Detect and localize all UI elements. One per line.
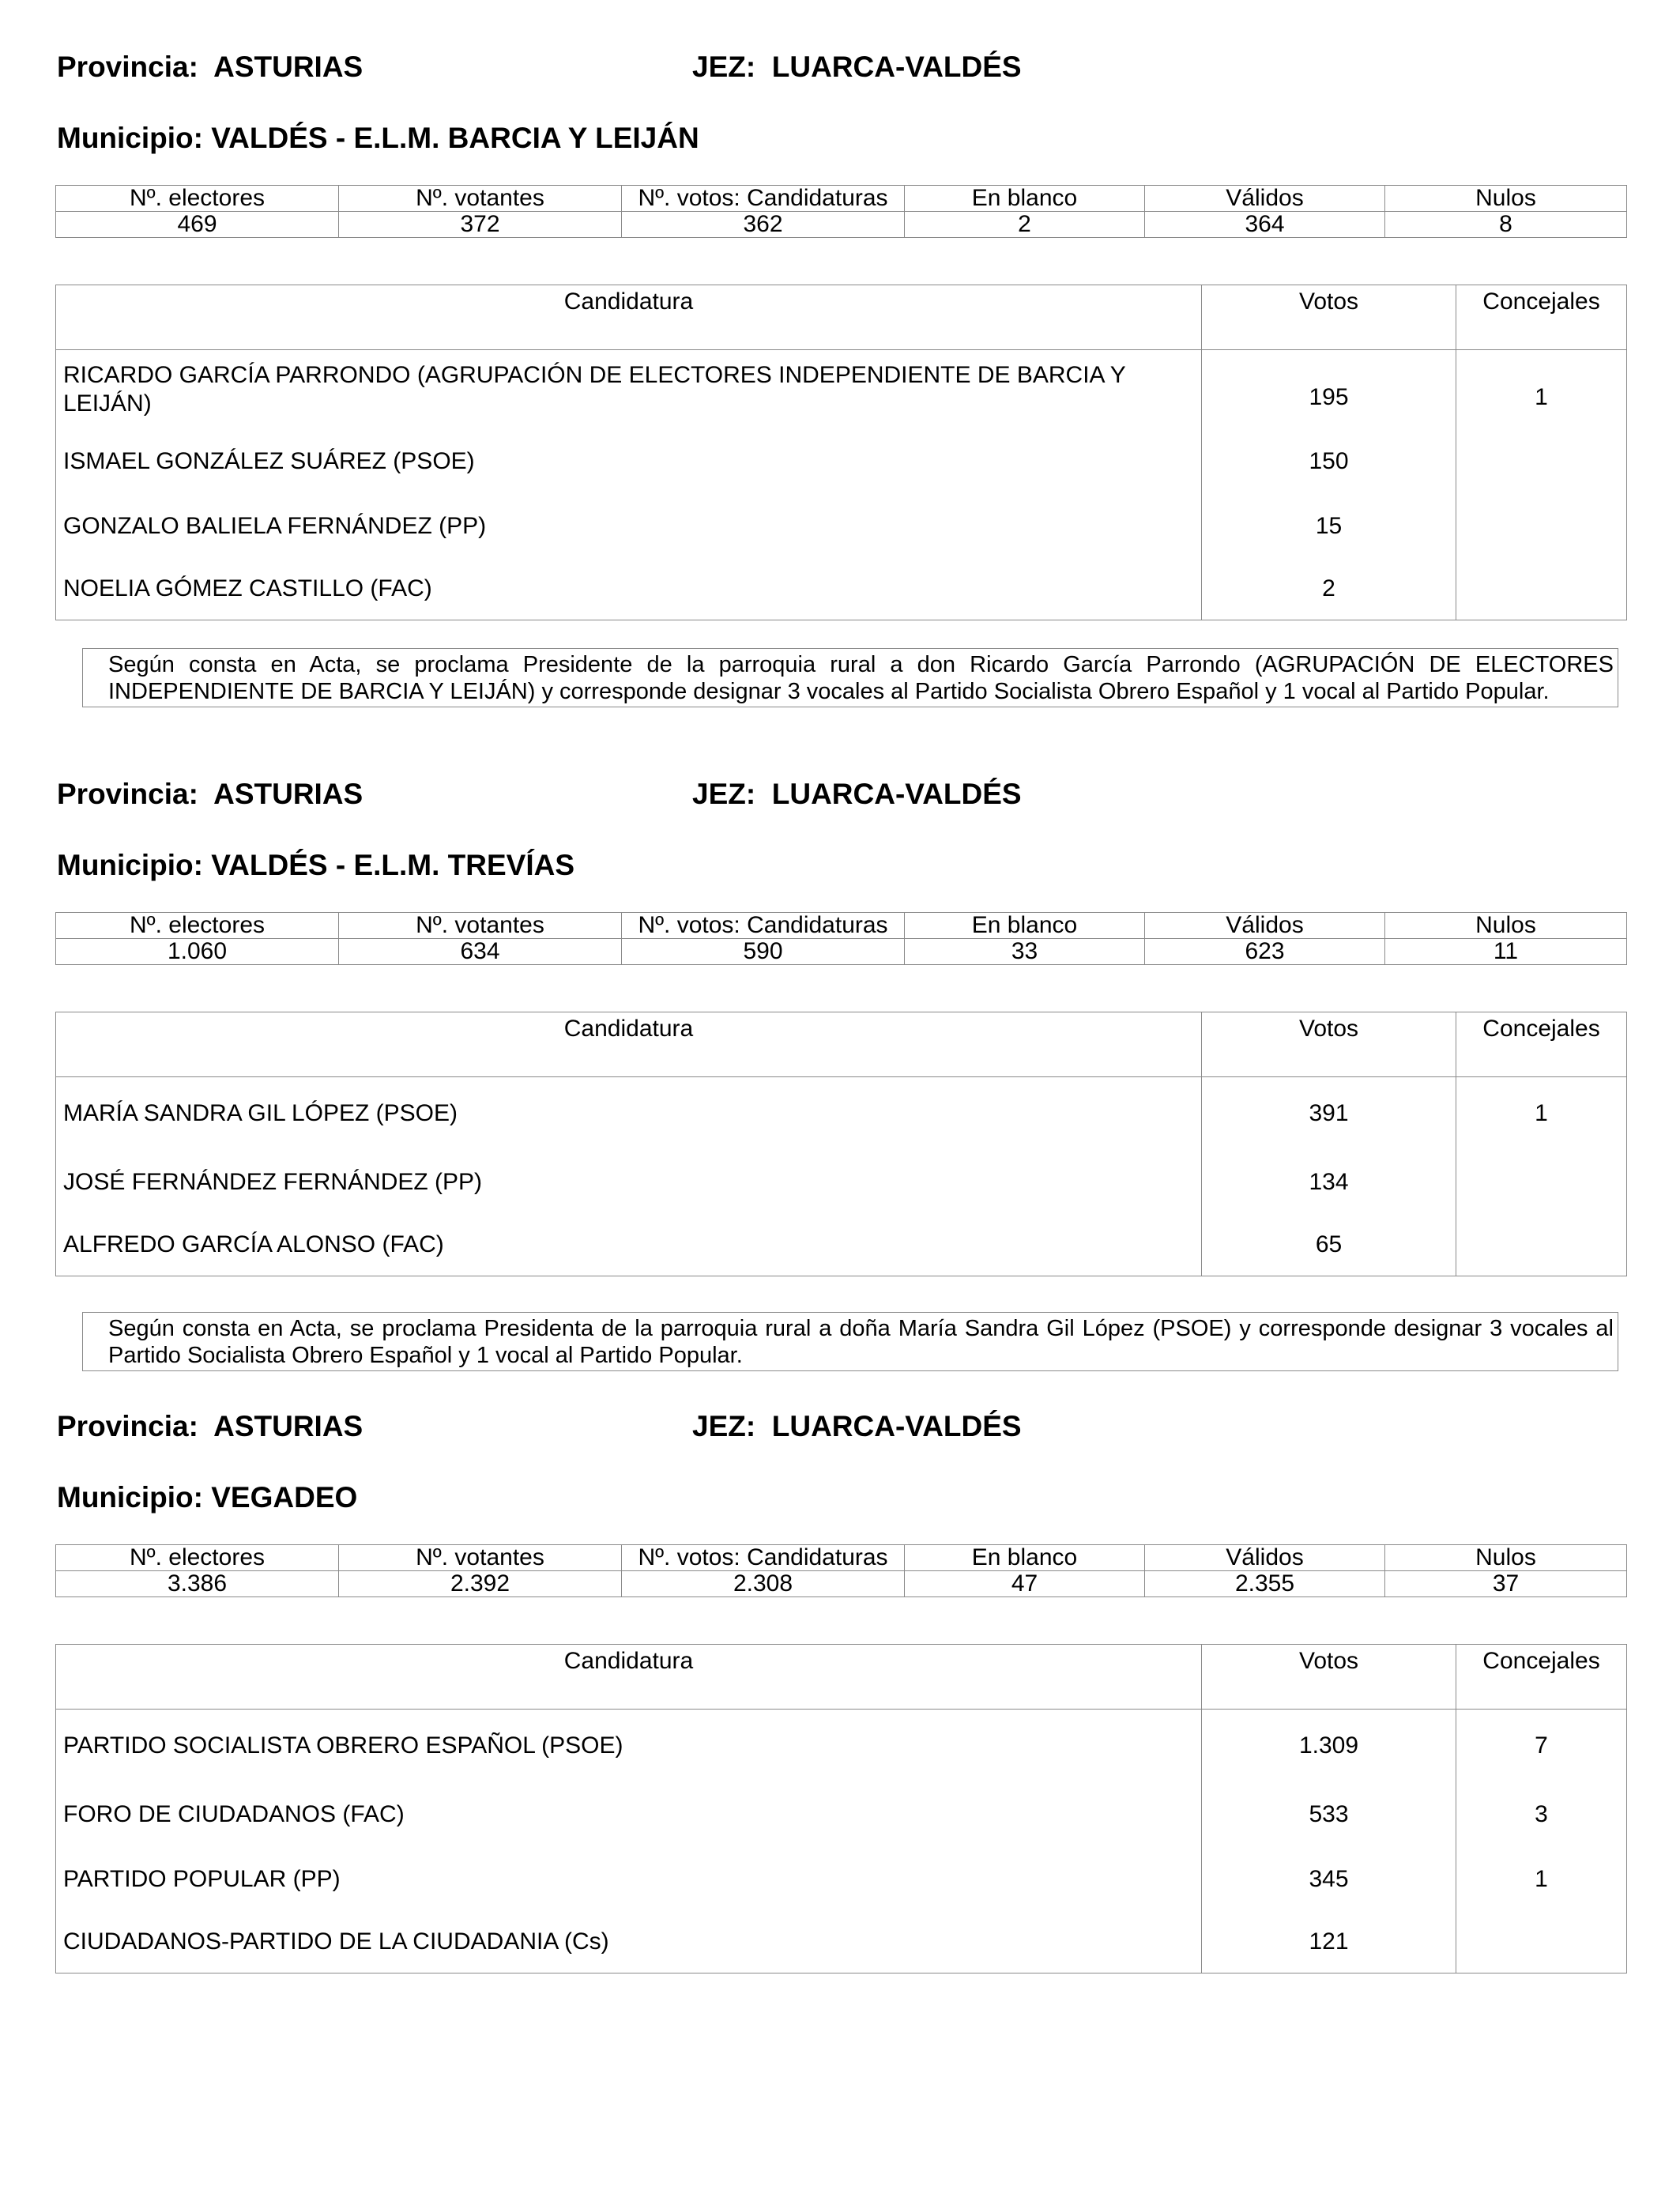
candidate-name: NOELIA GÓMEZ CASTILLO (FAC) — [56, 559, 1202, 620]
stats-header: Nº. votos: Candidaturas — [622, 1545, 905, 1571]
stats-header: Válidos — [1145, 186, 1385, 212]
stats-value: 364 — [1145, 212, 1385, 238]
municipio: Municipio: VEGADEO — [57, 1481, 358, 1514]
candidate-votos: 2 — [1202, 559, 1456, 620]
votos-header: Votos — [1202, 1012, 1456, 1077]
stats-value: 2 — [905, 212, 1145, 238]
candidates-header-row — [56, 1012, 1627, 1077]
stats-value: 362 — [622, 212, 905, 238]
candidatura-header: Candidatura — [56, 1012, 1202, 1077]
votos-header: Votos — [1202, 1645, 1456, 1710]
candidate-votos: 345 — [1202, 1847, 1456, 1912]
candidate-name: JOSÉ FERNÁNDEZ FERNÁNDEZ (PP) — [56, 1150, 1202, 1215]
jez: JEZ: LUARCA-VALDÉS — [692, 778, 1022, 810]
stats-value: 37 — [1385, 1571, 1627, 1597]
candidatura-header: Candidatura — [56, 285, 1202, 350]
candidate-votos: 533 — [1202, 1782, 1456, 1847]
candidate-concejales — [1456, 1912, 1627, 1973]
candidate-concejales — [1456, 1150, 1627, 1215]
stats-header: Nulos — [1385, 913, 1627, 939]
candidate-name: PARTIDO SOCIALISTA OBRERO ESPAÑOL (PSOE) — [56, 1710, 1202, 1782]
section-vegadeo — [55, 1410, 1626, 1955]
stats-value: 8 — [1385, 212, 1627, 238]
stats-table — [55, 912, 1627, 965]
concejales-header: Concejales — [1456, 1012, 1627, 1077]
candidate-votos: 150 — [1202, 429, 1456, 494]
candidate-votos: 15 — [1202, 494, 1456, 559]
stats-header-row — [56, 913, 1627, 939]
stats-value: 2.355 — [1145, 1571, 1385, 1597]
stats-header: Nº. votantes — [339, 186, 622, 212]
candidates-table — [55, 285, 1627, 620]
stats-value: 372 — [339, 212, 622, 238]
concejales-header: Concejales — [1456, 1645, 1627, 1710]
table-row — [56, 1710, 1627, 1782]
jez: JEZ: LUARCA-VALDÉS — [692, 1410, 1022, 1442]
candidate-concejales: 7 — [1456, 1710, 1627, 1782]
stats-header: En blanco — [905, 913, 1145, 939]
stats-header: Válidos — [1145, 1545, 1385, 1571]
candidate-votos: 1.309 — [1202, 1710, 1456, 1782]
stats-header: En blanco — [905, 1545, 1145, 1571]
section-trevias — [55, 778, 1626, 1368]
stats-value: 2.308 — [622, 1571, 905, 1597]
table-row — [56, 1847, 1627, 1912]
table-row — [56, 1782, 1627, 1847]
stats-header: Nº. votantes — [339, 913, 622, 939]
section-header — [55, 1410, 1626, 1445]
table-row — [56, 1077, 1627, 1150]
stats-value: 634 — [339, 939, 622, 965]
municipio: Municipio: VALDÉS - E.L.M. TREVÍAS — [57, 849, 575, 881]
candidate-name: CIUDADANOS-PARTIDO DE LA CIUDADANIA (Cs) — [56, 1912, 1202, 1973]
stats-header: Nº. votantes — [339, 1545, 622, 1571]
candidates-header-row — [56, 285, 1627, 350]
candidate-votos: 121 — [1202, 1912, 1456, 1973]
stats-header: Nº. votos: Candidaturas — [622, 186, 905, 212]
section-header — [55, 778, 1626, 812]
stats-value-row — [56, 939, 1627, 965]
concejales-header: Concejales — [1456, 285, 1627, 350]
table-row — [56, 494, 1627, 559]
proclamation-note: Según consta en Acta, se proclama Presidenta de la parroquia rural a doña María Sandra Gil López (PSOE) y corresponde designar 3 vocales al Partido Socialista Obrero Español y 1 vocal al Partido Popular. — [82, 1312, 1618, 1371]
candidate-concejales: 1 — [1456, 1077, 1627, 1150]
provincia: Provincia: ASTURIAS — [57, 51, 363, 83]
candidate-concejales: 3 — [1456, 1782, 1627, 1847]
stats-value-row — [56, 212, 1627, 238]
stats-value-row — [56, 1571, 1627, 1597]
candidates-table — [55, 1644, 1627, 1973]
candidates-table — [55, 1012, 1627, 1276]
candidate-votos: 391 — [1202, 1077, 1456, 1150]
candidate-concejales — [1456, 1215, 1627, 1276]
table-row — [56, 429, 1627, 494]
stats-header: Nº. votos: Candidaturas — [622, 913, 905, 939]
stats-header: Nulos — [1385, 186, 1627, 212]
candidates-header-row — [56, 1645, 1627, 1710]
stats-header: Válidos — [1145, 913, 1385, 939]
stats-header-row — [56, 1545, 1627, 1571]
stats-header: Nº. electores — [56, 913, 339, 939]
candidate-votos: 195 — [1202, 350, 1456, 429]
stats-header: Nº. electores — [56, 1545, 339, 1571]
candidate-concejales: 1 — [1456, 350, 1627, 429]
proclamation-note: Según consta en Acta, se proclama Presidente de la parroquia rural a don Ricardo García Parrondo (AGRUPACIÓN DE ELECTORES INDEPENDIENTE DE BARCIA Y LEIJÁN) y corresponde designar 3 vocales al Partido Socialista Obrero Español y 1 vocal al Partido Popular. — [82, 648, 1618, 707]
provincia: Provincia: ASTURIAS — [57, 1410, 363, 1442]
candidate-concejales — [1456, 494, 1627, 559]
jez: JEZ: LUARCA-VALDÉS — [692, 51, 1022, 83]
stats-value: 3.386 — [56, 1571, 339, 1597]
stats-value: 11 — [1385, 939, 1627, 965]
votos-header: Votos — [1202, 285, 1456, 350]
stats-header: En blanco — [905, 186, 1145, 212]
candidatura-header: Candidatura — [56, 1645, 1202, 1710]
provincia: Provincia: ASTURIAS — [57, 778, 363, 810]
candidate-concejales — [1456, 429, 1627, 494]
stats-header: Nulos — [1385, 1545, 1627, 1571]
candidate-name: GONZALO BALIELA FERNÁNDEZ (PP) — [56, 494, 1202, 559]
table-row — [56, 1215, 1627, 1276]
candidate-name: PARTIDO POPULAR (PP) — [56, 1847, 1202, 1912]
stats-value: 469 — [56, 212, 339, 238]
stats-table — [55, 1544, 1627, 1597]
table-row — [56, 350, 1627, 429]
stats-value: 623 — [1145, 939, 1385, 965]
municipio: Municipio: VALDÉS - E.L.M. BARCIA Y LEIJÁN — [57, 122, 699, 154]
table-row — [56, 559, 1627, 620]
candidate-votos: 65 — [1202, 1215, 1456, 1276]
candidate-name: MARÍA SANDRA GIL LÓPEZ (PSOE) — [56, 1077, 1202, 1150]
stats-table — [55, 185, 1627, 238]
stats-value: 33 — [905, 939, 1145, 965]
candidate-votos: 134 — [1202, 1150, 1456, 1215]
section-barcia — [55, 51, 1626, 704]
candidate-concejales: 1 — [1456, 1847, 1627, 1912]
table-row — [56, 1912, 1627, 1973]
stats-header-row — [56, 186, 1627, 212]
candidate-name: ALFREDO GARCÍA ALONSO (FAC) — [56, 1215, 1202, 1276]
stats-header: Nº. electores — [56, 186, 339, 212]
stats-value: 47 — [905, 1571, 1145, 1597]
table-row — [56, 1150, 1627, 1215]
candidate-name: ISMAEL GONZÁLEZ SUÁREZ (PSOE) — [56, 429, 1202, 494]
section-header — [55, 51, 1626, 85]
stats-value: 1.060 — [56, 939, 339, 965]
candidate-concejales — [1456, 559, 1627, 620]
candidate-name: FORO DE CIUDADANOS (FAC) — [56, 1782, 1202, 1847]
stats-value: 2.392 — [339, 1571, 622, 1597]
candidate-name: RICARDO GARCÍA PARRONDO (AGRUPACIÓN DE ELECTORES INDEPENDIENTE DE BARCIA Y LEIJÁN) — [56, 350, 1202, 429]
stats-value: 590 — [622, 939, 905, 965]
